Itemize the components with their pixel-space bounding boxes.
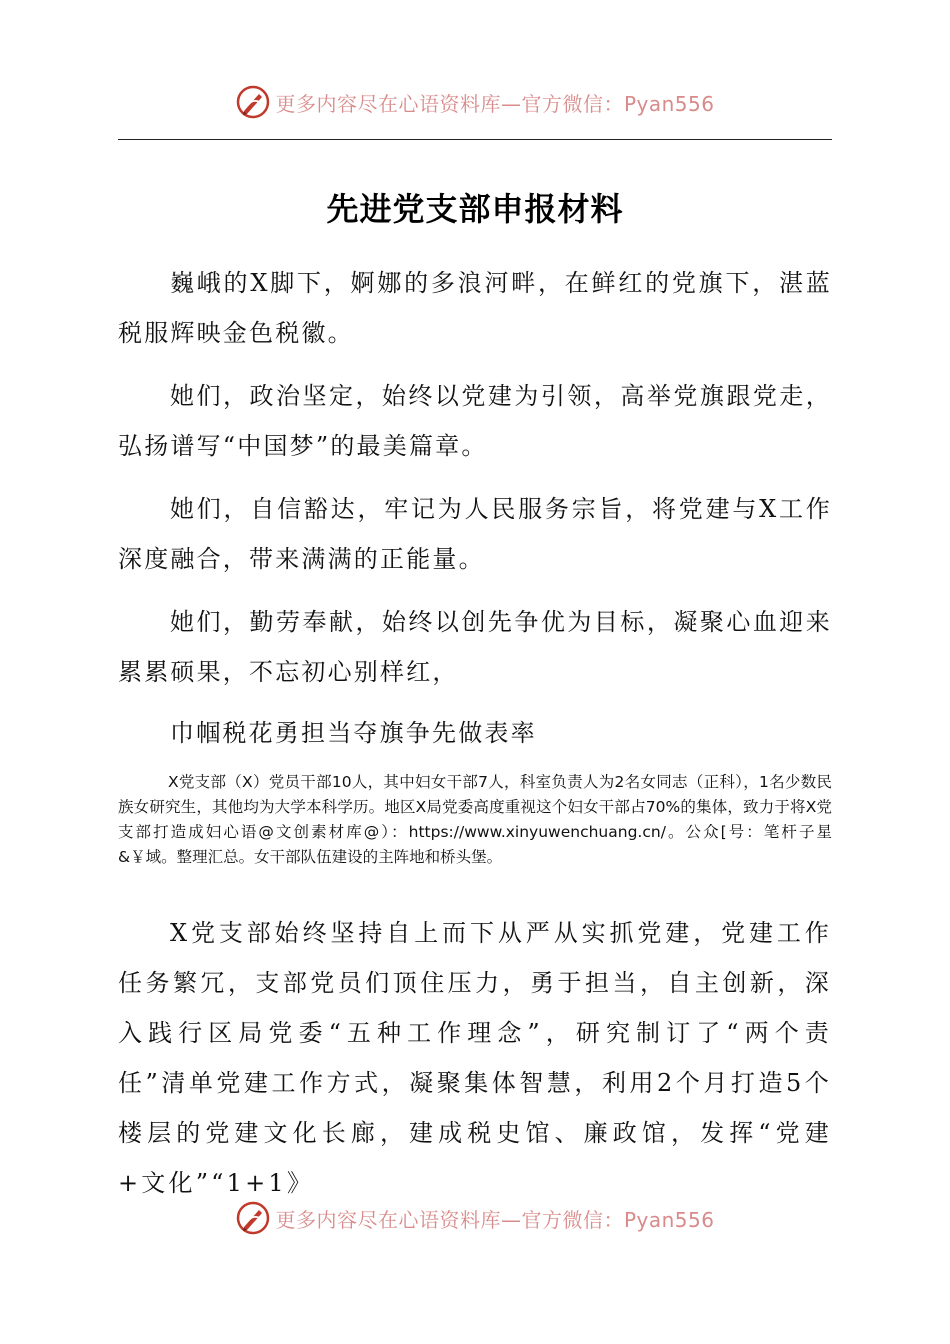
watermark-text: 更多内容尽在心语资料库—官方微信：Pyan556 [275, 1207, 715, 1232]
header-watermark [0, 82, 950, 122]
pen-circle-logo-icon [235, 1200, 271, 1236]
paragraph-4: 她们，勤劳奉献，始终以创先争优为目标，凝聚心血迎来累累硕果，不忘初心别样红， [118, 608, 832, 686]
subheading-paragraph: 巾帼税花勇担当夺旗争先做表率 [170, 719, 537, 747]
paragraph-1: 巍峨的X脚下，婀娜的多浪河畔，在鲜红的党旗下，湛蓝税服辉映金色税徽。 [118, 269, 832, 347]
header-divider [118, 139, 832, 140]
pen-circle-logo-icon [235, 84, 271, 120]
paragraph-2: 她们，政治坚定，始终以党建为引领，高举党旗跟党走，弘扬谱写“中国梦”的最美篇章。 [118, 382, 832, 460]
page-title: 先进党支部申报材料 [326, 190, 624, 228]
footer-watermark [0, 1198, 950, 1238]
paragraph-last: X党支部始终坚持自上而下从严从实抓党建，党建工作任务繁冗，支部党员们顶住压力，勇于担当，自主创新，深入践行区局党委“五种工作理念”，研究制订了“两个责任”清单党建工作方式，凝聚集体智慧，利用2个月打造5个楼层的党建文化长廊，建成税史馆、廉政馆，发挥“党建+文化”“1+1》 [118, 919, 832, 1197]
watermark-text: 更多内容尽在心语资料库—官方微信：Pyan556 [275, 91, 715, 116]
paragraph-3: 她们，自信豁达，牢记为人民服务宗旨，将党建与X工作深度融合，带来满满的正能量。 [118, 495, 832, 573]
small-paragraph: X党支部（X）党员干部10人，其中妇女干部7人，科室负责人为2名女同志（正科），1名少数民族女研究生，其他均为大学本科学历。地区X局党委高度重视这个妇女干部占70%的集体，致力于将X党支部打造成妇心语@文创素材库@）：https://www.xinyuwenchuang.cn/。公众[号：笔杆子星&￥域。整理汇总。女干部队伍建设的主阵地和桥头堡。 [118, 773, 832, 866]
